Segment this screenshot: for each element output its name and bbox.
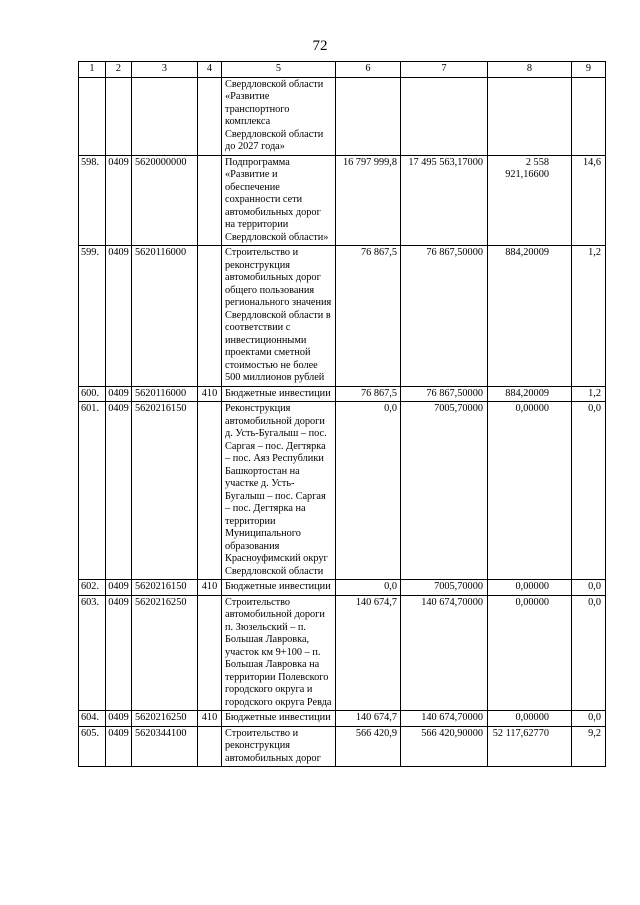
table-row: [79, 386, 606, 402]
amount-col6-cell: 140 674,7: [336, 711, 401, 727]
budget-table: [78, 61, 606, 767]
amount-col6-cell: 16 797 999,8: [336, 155, 401, 246]
name-cell: Бюджетные инвестиции: [222, 580, 336, 596]
column-number-header-row: [79, 62, 606, 78]
row-number-cell: 605.: [79, 726, 106, 767]
expense-type-cell: [198, 402, 222, 580]
percent-cell: 9,2: [572, 726, 606, 767]
header-cell: 3: [132, 62, 198, 78]
amount-col7-cell: 7005,70000: [401, 580, 488, 596]
amount-col7-cell: 7005,70000: [401, 402, 488, 580]
row-number-cell: 600.: [79, 386, 106, 402]
header-cell: 1: [79, 62, 106, 78]
amount-col8-cell: 52 117,62770: [488, 726, 572, 767]
section-code-cell: 0409: [106, 595, 132, 711]
amount-col8-cell: 0,00000: [488, 711, 572, 727]
name-cell: Реконструкция автомобильной дороги д. Усть-Бугалыш – пос. Саргая – пос. Дегтярка – пос. Аяз Республики Башкортостан на участке д. Усть-Бугалыш – пос. Саргая – пос. Дегтярка на территории Муниципального образования Красноуфимский округ Свердловской области: [222, 402, 336, 580]
name-cell: Подпрограмма «Развитие и обеспечение сохранности сети автомобильных дорог на территории Свердловской области»: [222, 155, 336, 246]
page-number: 72: [312, 38, 328, 54]
table-row: [79, 77, 606, 155]
amount-col7-cell: 76 867,50000: [401, 246, 488, 387]
amount-col7-cell: 566 420,90000: [401, 726, 488, 767]
section-code-cell: 0409: [106, 246, 132, 387]
table-row: [79, 402, 606, 580]
table-row: [79, 246, 606, 387]
table-row: [79, 595, 606, 711]
section-code-cell: [106, 77, 132, 155]
amount-col6-cell: 0,0: [336, 402, 401, 580]
table-row: [79, 726, 606, 767]
amount-col8-cell: 2 558 921,16600: [488, 155, 572, 246]
header-cell: 8: [488, 62, 572, 78]
amount-col6-cell: 140 674,7: [336, 595, 401, 711]
row-number-cell: 602.: [79, 580, 106, 596]
amount-col8-cell: 0,00000: [488, 580, 572, 596]
target-article-cell: 5620344100: [132, 726, 198, 767]
amount-col7-cell: 140 674,70000: [401, 595, 488, 711]
section-code-cell: 0409: [106, 726, 132, 767]
section-code-cell: 0409: [106, 711, 132, 727]
target-article-cell: 5620216150: [132, 580, 198, 596]
section-code-cell: 0409: [106, 386, 132, 402]
target-article-cell: [132, 77, 198, 155]
percent-cell: 1,2: [572, 246, 606, 387]
section-code-cell: 0409: [106, 155, 132, 246]
amount-col6-cell: 76 867,5: [336, 386, 401, 402]
name-cell: Строительство автомобильной дороги п. Зюзельский – п. Большая Лавровка, участок км 9+100 – п. Большая Лавровка на территории Полевского городского округа и городского округа Ревда: [222, 595, 336, 711]
name-cell: Свердловской области «Развитие транспортного комплекса Свердловской области до 2027 года»: [222, 77, 336, 155]
row-number-cell: 604.: [79, 711, 106, 727]
percent-cell: 1,2: [572, 386, 606, 402]
name-cell: Бюджетные инвестиции: [222, 386, 336, 402]
expense-type-cell: 410: [198, 711, 222, 727]
amount-col8-cell: 884,20009: [488, 386, 572, 402]
header-cell: 6: [336, 62, 401, 78]
section-code-cell: 0409: [106, 402, 132, 580]
target-article-cell: 5620116000: [132, 246, 198, 387]
header-cell: 5: [222, 62, 336, 78]
target-article-cell: 5620216250: [132, 711, 198, 727]
header-cell: 7: [401, 62, 488, 78]
header-cell: 4: [198, 62, 222, 78]
amount-col8-cell: 0,00000: [488, 595, 572, 711]
percent-cell: 0,0: [572, 402, 606, 580]
amount-col8-cell: [488, 77, 572, 155]
amount-col7-cell: 140 674,70000: [401, 711, 488, 727]
row-number-cell: 603.: [79, 595, 106, 711]
target-article-cell: 5620216250: [132, 595, 198, 711]
percent-cell: [572, 77, 606, 155]
row-number-cell: 598.: [79, 155, 106, 246]
row-number-cell: 599.: [79, 246, 106, 387]
table-row: [79, 580, 606, 596]
expense-type-cell: [198, 77, 222, 155]
amount-col7-cell: [401, 77, 488, 155]
row-number-cell: [79, 77, 106, 155]
name-cell: Строительство и реконструкция автомобильных дорог общего пользования регионального значения Свердловской области в соответствии с инвестиционными проектами сметной стоимостью не более 500 миллионов рублей: [222, 246, 336, 387]
amount-col7-cell: 17 495 563,17000: [401, 155, 488, 246]
expense-type-cell: [198, 595, 222, 711]
amount-col8-cell: 884,20009: [488, 246, 572, 387]
expense-type-cell: 410: [198, 386, 222, 402]
percent-cell: 14,6: [572, 155, 606, 246]
name-cell: Бюджетные инвестиции: [222, 711, 336, 727]
expense-type-cell: [198, 726, 222, 767]
amount-col6-cell: [336, 77, 401, 155]
table-row: [79, 711, 606, 727]
row-number-cell: 601.: [79, 402, 106, 580]
percent-cell: 0,0: [572, 580, 606, 596]
target-article-cell: 5620216150: [132, 402, 198, 580]
target-article-cell: 5620000000: [132, 155, 198, 246]
header-cell: 9: [572, 62, 606, 78]
target-article-cell: 5620116000: [132, 386, 198, 402]
expense-type-cell: [198, 155, 222, 246]
section-code-cell: 0409: [106, 580, 132, 596]
amount-col7-cell: 76 867,50000: [401, 386, 488, 402]
amount-col6-cell: 566 420,9: [336, 726, 401, 767]
percent-cell: 0,0: [572, 595, 606, 711]
percent-cell: 0,0: [572, 711, 606, 727]
amount-col6-cell: 76 867,5: [336, 246, 401, 387]
table-row: [79, 155, 606, 246]
amount-col6-cell: 0,0: [336, 580, 401, 596]
expense-type-cell: 410: [198, 580, 222, 596]
expense-type-cell: [198, 246, 222, 387]
name-cell: Строительство и реконструкция автомобильных дорог: [222, 726, 336, 767]
amount-col8-cell: 0,00000: [488, 402, 572, 580]
header-cell: 2: [106, 62, 132, 78]
